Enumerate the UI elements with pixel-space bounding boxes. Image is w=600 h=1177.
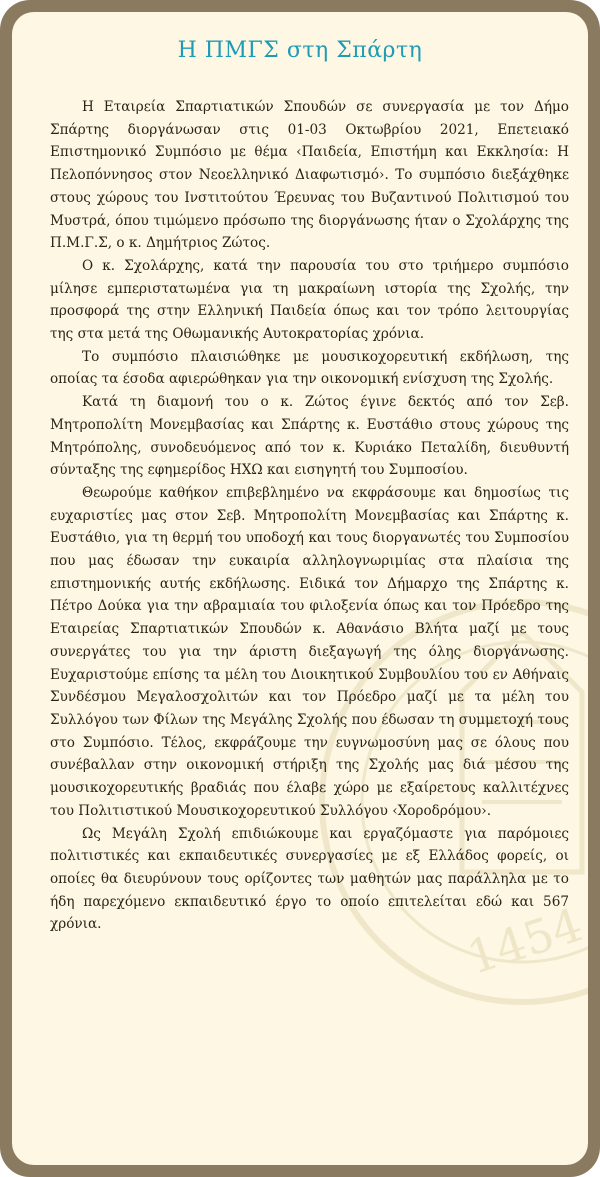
paragraph-symposium: Η Εταιρεία Σπαρτιατικών Σπουδών σε συνεργασία με τον Δήμο Σπάρτης διοργάνωσαν στις 01-03 Οκτωβρίου 2021, Επετειακό Επιστημονικό Συμπόσιο με θέμα ‹Παιδεία, Επιστήμη και Εκκλησία: Η Πελοπόννησος στον Νεοελληνικό Διαφωτισμό›. Το συμπόσιο διεξάχθηκε στους χώρους του Ινστιτούτου Έρευνας του Βυζαντινού Πολιτισμού του Μυστρά, όπου τιμώμενο πρόσωπο της διοργάνωσης ήταν ο Σχολάρχης της Π.Μ.Γ.Σ, ο κ. Δημήτριος Ζώτος. [50,99,569,252]
paragraph-scholarch-speech: Ο κ. Σχολάρχης, κατά την παρουσία του στο τριήμερο συμπόσιο μίλησε εμπεριστατωμένα για τη μακραίωνη ιστορία της Σχολής, την προσφορά της στην Ελληνική Παιδεία όπως και τον τρόπο λειτουργίας της στα μετά της Οθωμανικής Αυτοκρατορίας χρόνια. [50,257,569,343]
paragraph-thanks: Θεωρούμε καθήκον επιβεβλημένο να εκφράσουμε και δημοσίως τις ευχαριστίες μας στον Σεβ. Μητροπολίτη Μονεμβασίας και Σπάρτης κ. Ευστάθιο, για τη θερμή του υποδοχή και τους διοργανωτές του Συμποσίου που μας έδωσαν την ευκαιρία αλληλογνωριμίας στα πλαίσια της επιστημονικής αυτής εκδήλωσης. Ειδικά τον Δήμαρχο της Σπάρτης κ. Πέτρο Δούκα για την αβραμιαία του φιλοξενία όπως και τον Πρόεδρο της Εταιρείας Σπαρτιατικών Σπουδών κ. Αθανάσιο Βλήτα μαζί με τους συνεργάτες του για την άριστη διεξαγωγή της όλης διοργάνωσης. Ευχαριστούμε επίσης τα μέλη του Διοικητικού Συμβουλίου του εν Αθήναις Συνδέσμου Μεγαλοσχολιτών και τον Πρόεδρο μαζί με τα μέλη του Συλλόγου των Φίλων της Μεγάλης Σχολής που έδωσαν τη συμμετοχή τους στο Συμπόσιο. Τέλος, εκφράζουμε την ευγνωμοσύνη μας σε όλους που συνέβαλλαν στην οικονομική στήριξη της Σχολής μας διά μέσου της μουσικοχορευτικής βραδιάς που έλαβε χώρο με εξαίρετους καλλιτέχνες του Πολιτιστικού Μουσικοχορευτικού Συλλόγου ‹Χοροδρόμου›. [50,484,569,819]
paragraph-music-event: Το συμπόσιο πλαισιώθηκε με μουσικοχορευτική εκδήλωση, της οποίας τα έσοδα αφιερώθηκαν για την οικονομική ενίσχυση της Σχολής. [50,348,569,388]
svg-text:1454: 1454 [460,897,589,985]
article-body [50,96,569,936]
paragraph-metropolitan-visit: Κατά τη διαμονή του ο κ. Ζώτος έγινε δεκτός από τον Σεβ. Μητροπολίτη Μονεμβασίας και Σπάρτης κ. Ευστάθιο στους χώρους της Μητρόπολης, συνοδευόμενος από τον κ. Κυριάκο Πεταλίδη, διευθυντή σύνταξης της εφημερίδος ΗΧΩ και εισηγητή του Συμποσίου. [50,394,569,479]
article-title: Η ΠΜΓΣ στη Σπάρτη [177,38,423,63]
article-panel [12,12,588,1165]
paragraph-closing: Ως Μεγάλη Σχολή επιδιώκουμε και εργαζόμαστε για παρόμοιες πολιτιστικές και εκπαιδευτικές συνεργασίες με εξ Ελλάδος φορείς, οι οποίες θα διευρύνουν τους ορίζοντες των μαθητών μας παράλληλα με το ήδη παρεχόμενο εκπαιδευτικό έργο το οποίο επιτελείται εδώ και 567 χρόνια. [50,825,569,933]
